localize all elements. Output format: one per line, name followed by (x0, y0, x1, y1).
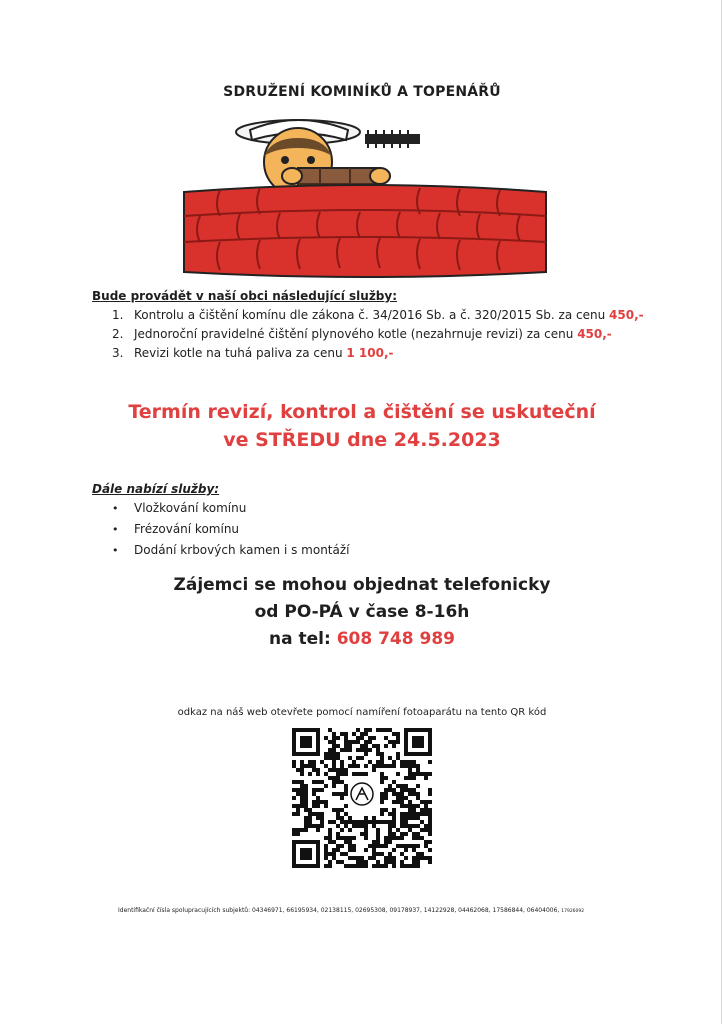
chimney-sweep-illustration (180, 112, 550, 280)
service-text: Jednoroční pravidelné čištění plynového kotle (nezahrnuje revizi) za cenu (134, 327, 578, 341)
services-heading: Bude provádět v naší obci následující služby: (92, 289, 398, 303)
contact-block (0, 572, 724, 653)
appointment-line-1: Termín revizí, kontrol a čištění se uskuteční (128, 401, 596, 423)
list-item: • Frézování komínu (112, 519, 350, 540)
page-title: SDRUŽENÍ KOMINÍKŮ A TOPENÁŘŮ (223, 84, 501, 100)
qr-caption: odkaz na náš web otevřete pomocí namíření fotoaparátu na tento QR kód (177, 707, 547, 718)
appointment-notice (0, 398, 724, 454)
list-item: 2. Jednoroční pravidelné čištění plynového kotle (nezahrnuje revizi) za cenu 450,- (112, 327, 612, 341)
list-item: • Vložkování komínu (112, 498, 350, 519)
price: 1 100,- (346, 346, 394, 360)
contact-hours: od PO-PÁ v čase 8-16h (254, 602, 470, 622)
list-item: 1. Kontrolu a čištění komínu dle zákona č. 34/2016 Sb. a č. 320/2015 Sb. za cenu 450,- (112, 308, 644, 322)
service-text: Revizi kotle na tuhá paliva za cenu (134, 346, 347, 360)
phone-number[interactable]: 608 748 989 (336, 629, 455, 649)
bullet-icon: • (112, 502, 119, 515)
qr-code[interactable] (292, 728, 432, 868)
contact-line-1: Zájemci se mohou objednat telefonicky (173, 575, 551, 595)
page-edge (721, 0, 722, 1024)
bullet-icon: • (112, 544, 119, 557)
list-item: • Dodání krbových kamen i s montáží (112, 540, 350, 561)
appointment-date: ve STŘEDU dne 24.5.2023 (223, 429, 501, 451)
offers-list (112, 498, 350, 561)
identification-numbers: Identifikační čísla spolupracujících subjektů: 04346971, 66195934, 02138115, 02695308, 09178937, 14122928, 04462068, 17586844, 06404006, 17926092 (118, 907, 585, 914)
list-item: 3. Revizi kotle na tuhá paliva za cenu 1 100,- (112, 346, 394, 360)
services-list (112, 306, 644, 363)
bullet-icon: • (112, 523, 119, 536)
contact-phone-line: na tel: 608 748 989 (269, 629, 455, 649)
service-text: Kontrolu a čištění komínu dle zákona č. 34/2016 Sb. a č. 320/2015 Sb. za cenu (134, 308, 610, 322)
price: 450,- (577, 327, 612, 341)
price: 450,- (609, 308, 644, 322)
offers-heading: Dále nabízí služby: (92, 482, 220, 496)
